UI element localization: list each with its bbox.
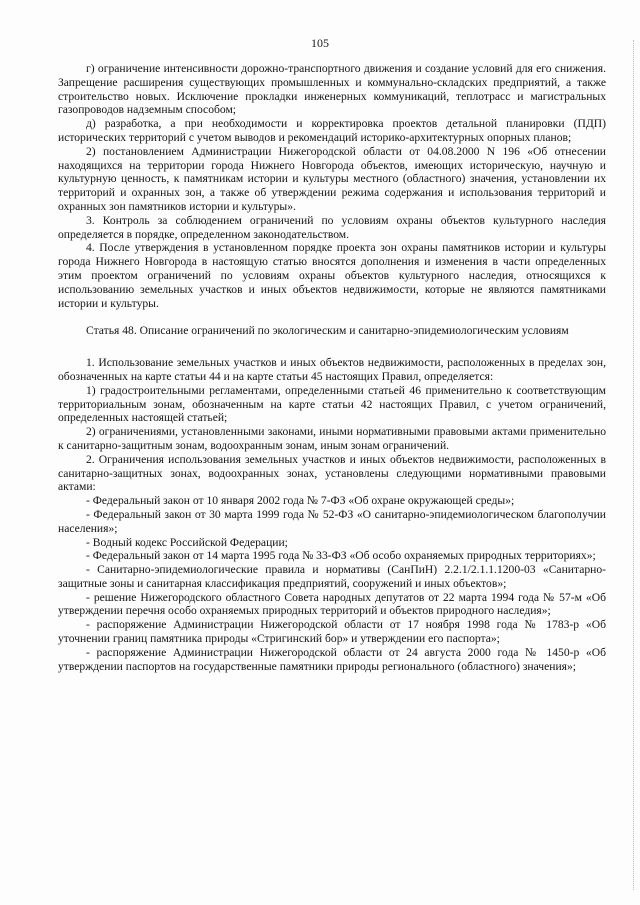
list-item: - распоряжение Администрации Нижегородской области от 17 ноября 1998 года № 1783-р «Об уточнении границ памятника природы «Стригинский бор» и утверждении его паспорта»; bbox=[58, 618, 606, 646]
paragraph: г) ограничение интенсивности дорожно-транспортного движения и создание условий для его снижения. Запрещение расширения существующих промышленных и коммунально-складских предприятий, а также строительство новых. Исключение прокладки инженерных коммуникаций, теплотрасс и магистральных газопроводов надземным способом; bbox=[58, 62, 606, 117]
list-item: - Федеральный закон от 10 января 2002 года № 7-ФЗ «Об охране окружающей среды»; bbox=[86, 494, 515, 508]
list-item: - распоряжение Администрации Нижегородской области от 24 августа 2000 года № 1450-р «Об утверждении паспортов на государственные памятники природы регионального (областного) значения»; bbox=[58, 645, 606, 673]
paragraph: д) разработка, а при необходимости и корректировка проектов детальной планировки (ПДП) исторических территорий с учетом выводов и рекомендаций историко-архитектурных опорных планов; bbox=[58, 117, 606, 144]
paragraph: 4. После утверждения в установленном порядке проекта зон охраны памятников истории и культуры города Нижнего Новгорода в настоящую статью вносятся дополнения и изменения в части определенных этим проектом ограничений по условиям охраны объектов культурного наследия, относящихся к использованию земельных участков и иных объектов недвижимости, которые не являются памятниками истории и культуры. bbox=[58, 241, 606, 310]
document-body bbox=[58, 62, 606, 673]
paragraph: 3. Контроль за соблюдением ограничений по условиям охраны объектов культурного наследия определяется в порядке, определенном законодательством. bbox=[58, 213, 606, 241]
paragraph: 2) постановлением Администрации Нижегородской области от 04.08.2000 N 196 «Об отнесении находящихся на территории города Нижнего Новгорода объектов, имеющих историческую, научную и культурную ценность, к памятникам истории и культуры местного (областного) значения, установлении их территорий и охранных зон, а также об утверждении режима содержания и использования территорий и охранных зон памятников истории и культуры». bbox=[58, 144, 606, 213]
paragraph: 1) градостроительными регламентами, определенными статьей 46 применительно к соответствующим территориальным зонам, обозначенным на карте статьи 42 настоящих Правил, с учетом ограничений, определенных настоящей статьей; bbox=[58, 383, 606, 425]
page-number: 105 bbox=[311, 36, 329, 50]
paragraph: 2) ограничениями, установленными законами, иными нормативными правовыми актами применительно к санитарно-защитным зонам, водоохранным зонам, иным зонам ограничений. bbox=[58, 425, 606, 452]
list-item: - решение Нижегородского областного Совета народных депутатов от 22 марта 1994 года № 57-м «Об утверждении перечня особо охраняемых природных территорий и объектов природного наследия»; bbox=[58, 590, 606, 618]
list-item: - Федеральный закон от 30 марта 1999 года № 52-ФЗ «О санитарно-эпидемиологическом благополучии населения»; bbox=[58, 507, 606, 535]
list-item: - Санитарно-эпидемиологические правила и нормативы (СанПиН) 2.2.1/2.1.1.1200-03 «Санитарно-защитные зоны и санитарная классификация предприятий, сооружений и иных объектов»; bbox=[58, 563, 606, 590]
paragraph: 1. Использование земельных участков и иных объектов недвижимости, расположенных в пределах зон, обозначенных на карте статьи 44 и на карте статьи 45 настоящих Правил, определяется: bbox=[58, 356, 606, 383]
scan-edge-divider bbox=[632, 40, 634, 890]
paragraph: 2. Ограничения использования земельных участков и иных объектов недвижимости, расположенных в санитарно-защитных зонах, водоохранных зонах, установлены следующими нормативными правовыми актами: bbox=[58, 452, 606, 494]
list-item: - Водный кодекс Российской Федерации; bbox=[86, 535, 288, 549]
article-heading: Статья 48. Описание ограничений по экологическим и санитарно-эпидемиологическим условиям bbox=[86, 324, 569, 338]
list-item: - Федеральный закон от 14 марта 1995 года № 33-ФЗ «Об особо охраняемых природных территориях»; bbox=[86, 549, 596, 563]
